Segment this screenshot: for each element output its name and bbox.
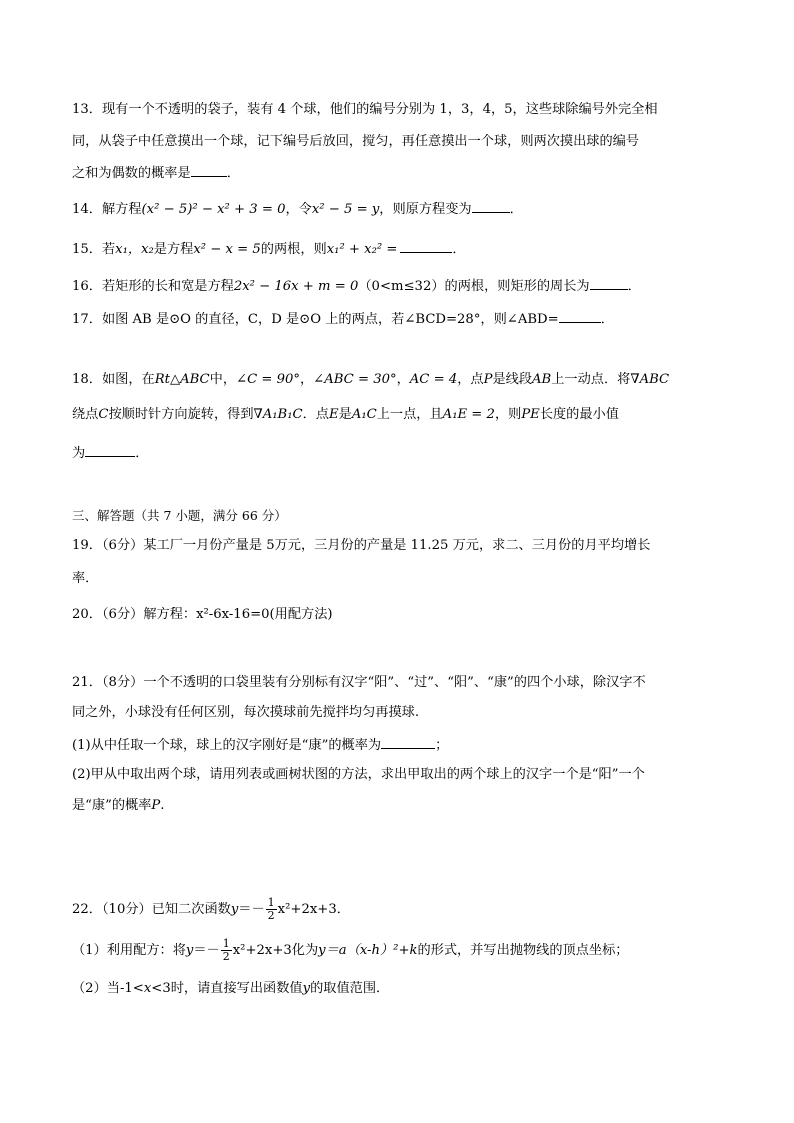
q15-text: 15．若 xyxy=(72,242,116,257)
q13-line3-text: 之和为偶数的概率是 xyxy=(72,166,191,181)
q16-equation: 2x² − 16x + m = 0 xyxy=(233,279,359,294)
q15-line xyxy=(72,240,466,259)
q22-part2-text: （2）当-1< xyxy=(72,981,144,996)
q18-condition-1: ∠C = 90° xyxy=(236,372,300,387)
q18-text-b: 中， xyxy=(209,372,237,387)
q17-answer-blank xyxy=(559,310,601,323)
q22-fn-rest: x²+2x+3． xyxy=(277,902,350,917)
q18-text-k: ，则 xyxy=(494,407,522,422)
q18-condition-3: AC = 4 xyxy=(409,372,458,387)
q15-answer-blank xyxy=(400,240,452,253)
q21-part2-text: 是“康”的概率 xyxy=(72,798,152,813)
q13-answer-blank xyxy=(191,164,227,177)
q21-line2: 同之外，小球没有任何区别，每次摸球前先搅拌均匀再摸球. xyxy=(72,705,420,720)
q18-text-m: 为 xyxy=(72,446,86,461)
q22-part1-text: （1）利用配方：将 xyxy=(72,943,186,958)
q15-expression: x₁² + x₂² = xyxy=(326,242,398,257)
q18-text-j: 上一点，且 xyxy=(376,407,443,422)
q18-line2 xyxy=(72,406,619,424)
q18-answer-blank xyxy=(85,444,135,457)
q15-end: ． xyxy=(452,242,466,257)
q18-end: ． xyxy=(135,446,149,461)
q21-part1-end: ； xyxy=(435,738,449,753)
q22-part2 xyxy=(72,980,389,998)
q13-line2: 同，从袋子中任意摸出一个球，记下编号后放回，搅匀，再任意摸出一个球，则两次摸出球的编号 xyxy=(72,134,640,149)
q22-part1-fraction xyxy=(221,938,232,963)
q13-line3 xyxy=(72,164,240,183)
q18-triangle: Rt△ABC xyxy=(154,372,210,387)
q15-text-2: 是方程 xyxy=(153,242,194,257)
q18-text-g: 按顺时针方向旋转，得到 xyxy=(108,407,254,422)
q15-text-3: 的两根，则 xyxy=(260,242,327,257)
q22-part1 xyxy=(72,938,629,963)
q18-condition-4: A₁E = 2 xyxy=(442,407,495,422)
q21-var-p: P xyxy=(151,798,161,813)
q22-part2-end: 的取值范围． xyxy=(310,981,390,996)
q22-var-y: y xyxy=(230,902,239,917)
q18-segment-pe: PE xyxy=(521,407,540,422)
q18-line1: 18．如图，在Rt△ABC中，∠C = 90°，∠ABC = 30°，AC = 4，点P是线段AB上一动点．将∇ABC xyxy=(72,372,670,387)
q18-triangle-3: ∇A₁B₁C xyxy=(253,407,303,422)
q18-condition-2: ∠ABC = 30° xyxy=(313,372,397,387)
q21-line1: 21．（8分）一个不透明的口袋里装有分别标有汉字“阳”、“过”、“阳”、“康”的四个小球，除汉字不 xyxy=(72,675,646,690)
q21-part2-line2 xyxy=(72,797,165,815)
section-3-title: 三、解答题（共 7 小题，满分 66 分） xyxy=(72,508,287,523)
q22-line xyxy=(72,897,350,922)
q18-point-p: P xyxy=(483,372,493,387)
q14-line xyxy=(72,200,523,219)
q18-text-h: ．点 xyxy=(302,407,329,422)
q18-text-i: 是 xyxy=(338,407,352,422)
q18-triangle-2: ∇ABC xyxy=(630,372,670,387)
q22-part1-fn-rest: x²+2x+3 xyxy=(232,943,292,958)
q22-equals: ＝－ xyxy=(238,902,265,917)
q19-line2: 率． xyxy=(72,571,99,586)
q22-part1-var-y: y xyxy=(185,943,194,958)
q22-part1-text-2: 化为 xyxy=(291,943,319,958)
q22-fraction xyxy=(266,897,277,922)
q16-text-2: 的两根，则矩形的周长为 xyxy=(444,279,590,294)
q20-text: 20．（6分）解方程： xyxy=(72,607,197,622)
q22-var-x: x xyxy=(143,981,152,996)
q22-part1-equals: ＝－ xyxy=(193,943,220,958)
q22-part2-text-2: <3时，请直接写出函数值 xyxy=(151,981,303,996)
q16-line xyxy=(72,277,641,296)
q14-equation: (x² − 5)² − x² + 3 = 0 xyxy=(141,202,286,217)
q21-part1 xyxy=(72,736,448,755)
q13-line1: 13．现有一个不透明的袋子，装有 4 个球，他们的编号分别为 1，3，4，5，这些球除编号外完全相 xyxy=(72,102,658,117)
q14-text: 14．解方程 xyxy=(72,202,142,217)
q14-text-2: ，令 xyxy=(285,202,312,217)
q22-part1-fraction-num: 1 xyxy=(222,937,230,950)
q22-fraction-num: 1 xyxy=(267,896,275,909)
q16-end: ． xyxy=(627,279,641,294)
q14-text-3: ，则原方程变为 xyxy=(379,202,472,217)
q22-part2-var-y: y xyxy=(302,981,311,996)
q14-answer-blank xyxy=(472,200,510,213)
q16-answer-blank xyxy=(590,277,628,290)
q17-line xyxy=(72,310,614,329)
q14-substitution: x² − 5 = y xyxy=(311,202,380,217)
q22-vertex-form: y＝a（x-h）²+k xyxy=(318,943,418,958)
q20-line xyxy=(72,606,333,624)
q21-answer-blank xyxy=(381,736,435,749)
q18-segment-ab: AB xyxy=(532,372,552,387)
q22-text: 22．（10分）已知二次函数 xyxy=(72,902,231,917)
q21-part2-line1: (2)甲从中取出两个球，请用列表或画树状图的方法，求出甲取出的两个球上的汉字一个是“阳”一个 xyxy=(72,767,645,782)
q18-text-l: 长度的最小值 xyxy=(539,407,619,422)
q18-text-a: 18．如图，在 xyxy=(72,372,155,387)
q18-segment-a1c: A₁C xyxy=(351,407,377,422)
q18-line3 xyxy=(72,444,148,463)
q20-equation: x²-6x-16=0(用配方法) xyxy=(196,607,333,622)
q21-part2-end: . xyxy=(160,798,165,813)
q19-line1: 19．（6分）某工厂一月份产量是 5万元，三月份的产量是 11.25 万元，求二、三月份的月平均增长 xyxy=(72,538,651,553)
q18-text-c: ，点 xyxy=(457,372,484,387)
q18-point-e: E xyxy=(329,407,339,422)
q13-line3-end: ． xyxy=(226,166,240,181)
q17-text: 17．如图 AB 是⊙O 的直径，C，D 是⊙O 上的两点，若∠BCD=28°，则∠ABD= xyxy=(72,312,559,327)
q22-part1-fraction-den: 2 xyxy=(222,950,230,963)
q18-point-c: C xyxy=(98,407,109,422)
q22-part1-end: 的形式，并写出抛物线的顶点坐标； xyxy=(417,943,629,958)
q21-part1-text: (1)从中任取一个球，球上的汉字刚好是“康”的概率为 xyxy=(72,738,382,753)
q16-condition: （0<m≤32） xyxy=(358,279,445,294)
q18-text-f: 绕点 xyxy=(72,407,99,422)
q17-end: ． xyxy=(600,312,614,327)
q14-end: ． xyxy=(509,202,523,217)
q18-text-d: 是线段 xyxy=(492,372,533,387)
q22-fraction-den: 2 xyxy=(267,909,275,922)
q15-roots: x₁，x₂ xyxy=(115,242,154,257)
q15-equation: x² − x = 5 xyxy=(193,242,261,257)
q18-text-e: 上一动点．将 xyxy=(551,372,631,387)
q16-text: 16．若矩形的长和宽是方程 xyxy=(72,279,234,294)
